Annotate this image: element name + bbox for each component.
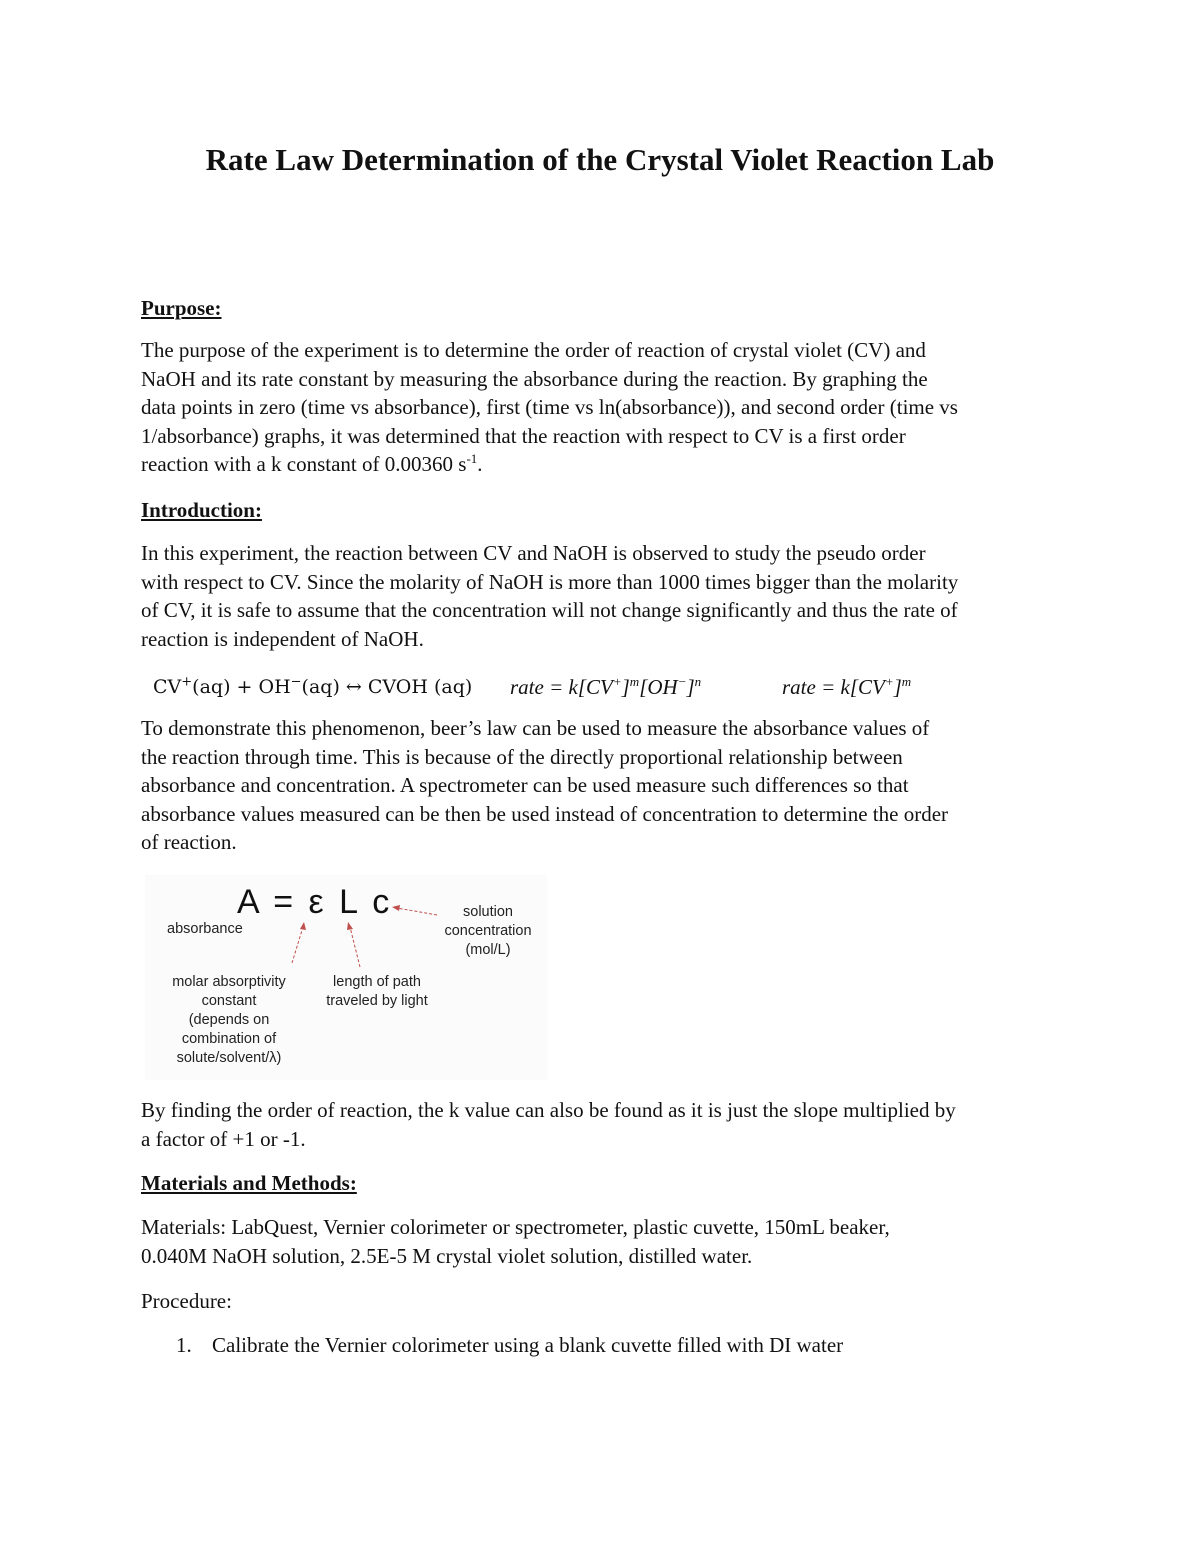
introduction-paragraph-1 bbox=[141, 539, 1066, 653]
arrow-concentration bbox=[397, 908, 437, 915]
arrowhead-molar bbox=[300, 922, 306, 930]
procedure-step-number: 1. bbox=[176, 1333, 192, 1357]
materials-line: 0.040M NaOH solution, 2.5E-5 M crystal violet solution, distilled water. bbox=[141, 1243, 753, 1268]
label-absorbance: absorbance bbox=[167, 921, 243, 937]
intro-line: In this experiment, the reaction between CV and NaOH is observed to study the pseudo order bbox=[141, 541, 926, 565]
arrow-path bbox=[350, 927, 360, 967]
introduction-paragraph-3 bbox=[141, 1096, 1066, 1153]
intro-line: a factor of +1 or -1. bbox=[141, 1126, 306, 1151]
purpose-line-last: reaction with a k constant of 0.00360 $s^{-1}$. bbox=[141, 451, 483, 477]
purpose-line: The purpose of the experiment is to determine the order of reaction of crystal violet (CV) and bbox=[141, 338, 926, 362]
materials-paragraph bbox=[141, 1213, 1066, 1270]
introduction-heading: Introduction: bbox=[141, 498, 262, 522]
intro-line: reaction is independent of NaOH. bbox=[141, 626, 424, 651]
purpose-line: NaOH and its rate constant by measuring the absorbance during the reaction. By graphing the bbox=[141, 366, 928, 391]
procedure-label: Procedure: bbox=[141, 1289, 232, 1313]
intro-line: By finding the order of reaction, the k value can also be found as it is just the slope multiplied by bbox=[141, 1098, 956, 1122]
intro-line: absorbance and concentration. A spectrometer can be used measure such differences so that bbox=[141, 773, 909, 798]
intro-line: of CV, it is safe to assume that the concentration will not change significantly and thus the rate of bbox=[141, 598, 958, 623]
purpose-heading: Purpose: bbox=[141, 296, 222, 320]
procedure-step-text: Calibrate the Vernier colorimeter using a blank cuvette filled with DI water bbox=[212, 1333, 844, 1357]
purpose-line: data points in zero (time vs absorbance), first (time vs ln(absorbance)), and second order (time vs bbox=[141, 395, 958, 420]
intro-line: with respect to CV. Since the molarity of NaOH is more than 1000 times bigger than the molarity bbox=[141, 569, 959, 594]
document-title: Rate Law Determination of the Crystal Violet Reaction Lab bbox=[205, 142, 995, 177]
intro-line: the reaction through time. This is because of the directly proportional relationship between bbox=[141, 744, 903, 769]
arrowhead-path bbox=[347, 922, 353, 930]
materials-line: Materials: LabQuest, Vernier colorimeter or spectrometer, plastic cuvette, 150mL beaker, bbox=[141, 1215, 890, 1239]
purpose-line: 1/absorbance) graphs, it was determined that the reaction with respect to CV is a first order bbox=[141, 423, 906, 448]
intro-line: To demonstrate this phenomenon, beer’s law can be used to measure the absorbance values of bbox=[141, 716, 930, 740]
beers-law-equation: A = ε L c bbox=[237, 883, 393, 921]
introduction-paragraph-2 bbox=[141, 714, 1066, 857]
intro-line: absorbance values measured can be then be used instead of concentration to determine the order bbox=[141, 801, 949, 826]
label-molar-absorptivity: molar absorptivity constant (depends on combination of solute/solvent/λ) bbox=[172, 974, 286, 1066]
materials-heading: Materials and Methods: bbox=[141, 1171, 357, 1195]
label-solution-concentration: solution concentration (mol/L) bbox=[444, 904, 532, 958]
arrowhead-concentration bbox=[392, 905, 400, 911]
label-path-length: length of path traveled by light bbox=[326, 974, 428, 1009]
purpose-paragraph bbox=[141, 336, 1066, 479]
rate-law-equation: rate = $k[CV^+]^m[OH^-]^n$ bbox=[510, 674, 702, 699]
procedure-step bbox=[176, 1331, 843, 1359]
beers-law-figure bbox=[145, 875, 547, 1080]
chemical-equation: CV+(aq) + OH−(aq) ↔ CVOH (aq) bbox=[153, 674, 473, 698]
arrow-molar bbox=[292, 927, 303, 963]
intro-line: of reaction. bbox=[141, 830, 237, 855]
pseudo-rate-law-equation: rate = $k[CV^+]^m$ bbox=[782, 674, 912, 699]
